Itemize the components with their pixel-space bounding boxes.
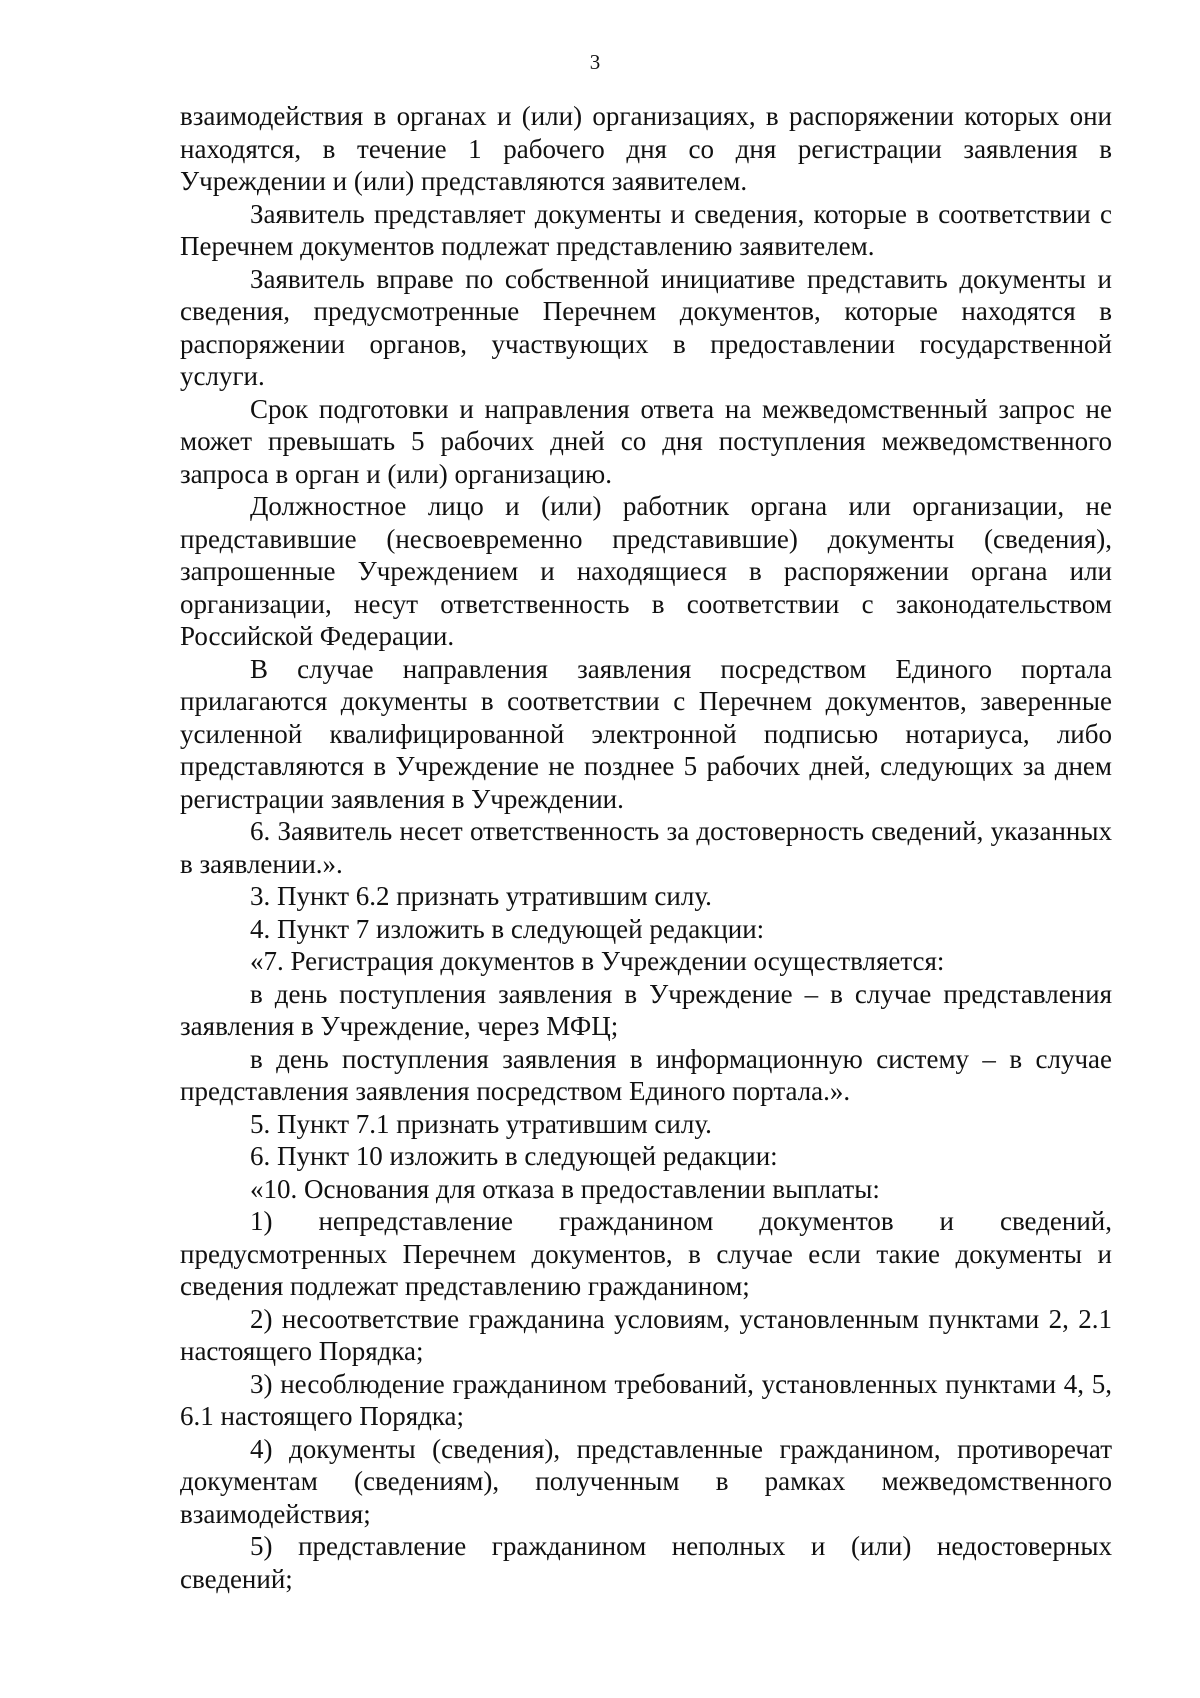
paragraph: Заявитель представляет документы и сведения, которые в соответствии с Перечнем документов подлежат представлению заявителем.: [180, 198, 1112, 261]
page-number: 3: [589, 50, 601, 74]
paragraph: 2) несоответствие гражданина условиям, установленным пунктами 2, 2.1 настоящего Порядка;: [180, 1303, 1112, 1366]
paragraph: 3) несоблюдение гражданином требований, установленных пунктами 4, 5, 6.1 настоящего Порядка;: [180, 1368, 1112, 1431]
paragraph: Заявитель вправе по собственной инициативе представить документы и сведения, предусмотренные Перечнем документов, которые находятся в распоряжении органов, участвующих в предоставлении государственной услуги.: [180, 263, 1112, 391]
paragraph: 6. Пункт 10 изложить в следующей редакции:: [250, 1141, 778, 1171]
paragraph: «7. Регистрация документов в Учреждении осуществляется:: [250, 946, 945, 976]
paragraph: «10. Основания для отказа в предоставлении выплаты:: [250, 1173, 880, 1204]
paragraph: 5. Пункт 7.1 признать утратившим силу.: [250, 1108, 712, 1139]
paragraph: Должностное лицо и (или) работник органа или организации, не представившие (несвоевременно представившие) документы (сведения), запрошенные Учреждением и находящиеся в распоряжении органа или организации, несут ответственность в соответствии с законодательством Российской Федерации.: [180, 491, 1112, 651]
paragraph: в день поступления заявления в Учреждение – в случае представления заявления в Учреждение, через МФЦ;: [180, 978, 1112, 1041]
paragraph: 1) непредставление гражданином документов и сведений, предусмотренных Перечнем документов, в случае если такие документы и сведения подлежат представлению гражданином;: [180, 1206, 1112, 1301]
paragraph: в день поступления заявления в информационную систему – в случае представления заявления посредством Единого портала.».: [180, 1043, 1112, 1106]
paragraph: В случае направления заявления посредством Единого портала прилагаются документы в соответствии с Перечнем документов, заверенные усиленной квалифицированной электронной подписью нотариуса, либо представляются в Учреждение не позднее 5 рабочих дней, следующих за днем регистрации заявления в Учреждении.: [180, 653, 1112, 814]
paragraph: 3. Пункт 6.2 признать утратившим силу.: [250, 881, 712, 911]
paragraph: взаимодействия в органах и (или) организациях, в распоряжении которых они находятся, в течение 1 рабочего дня со дня регистрации заявления в Учреждении и (или) представляются заявителем.: [180, 101, 1112, 196]
document-body: [180, 100, 1112, 1595]
paragraph: 4. Пункт 7 изложить в следующей редакции:: [250, 913, 765, 944]
paragraph: 5) представление гражданином неполных и (или) недостоверных сведений;: [180, 1531, 1112, 1594]
paragraph: 4) документы (сведения), представленные гражданином, противоречат документам (сведениям), полученным в рамках межведомственного взаимодействия;: [180, 1433, 1112, 1529]
paragraph: 6. Заявитель несет ответственность за достоверность сведений, указанных в заявлении.».: [180, 816, 1112, 879]
paragraph: Срок подготовки и направления ответа на межведомственный запрос не может превышать 5 рабочих дней со дня поступления межведомственного запроса в орган и (или) организацию.: [180, 393, 1112, 489]
